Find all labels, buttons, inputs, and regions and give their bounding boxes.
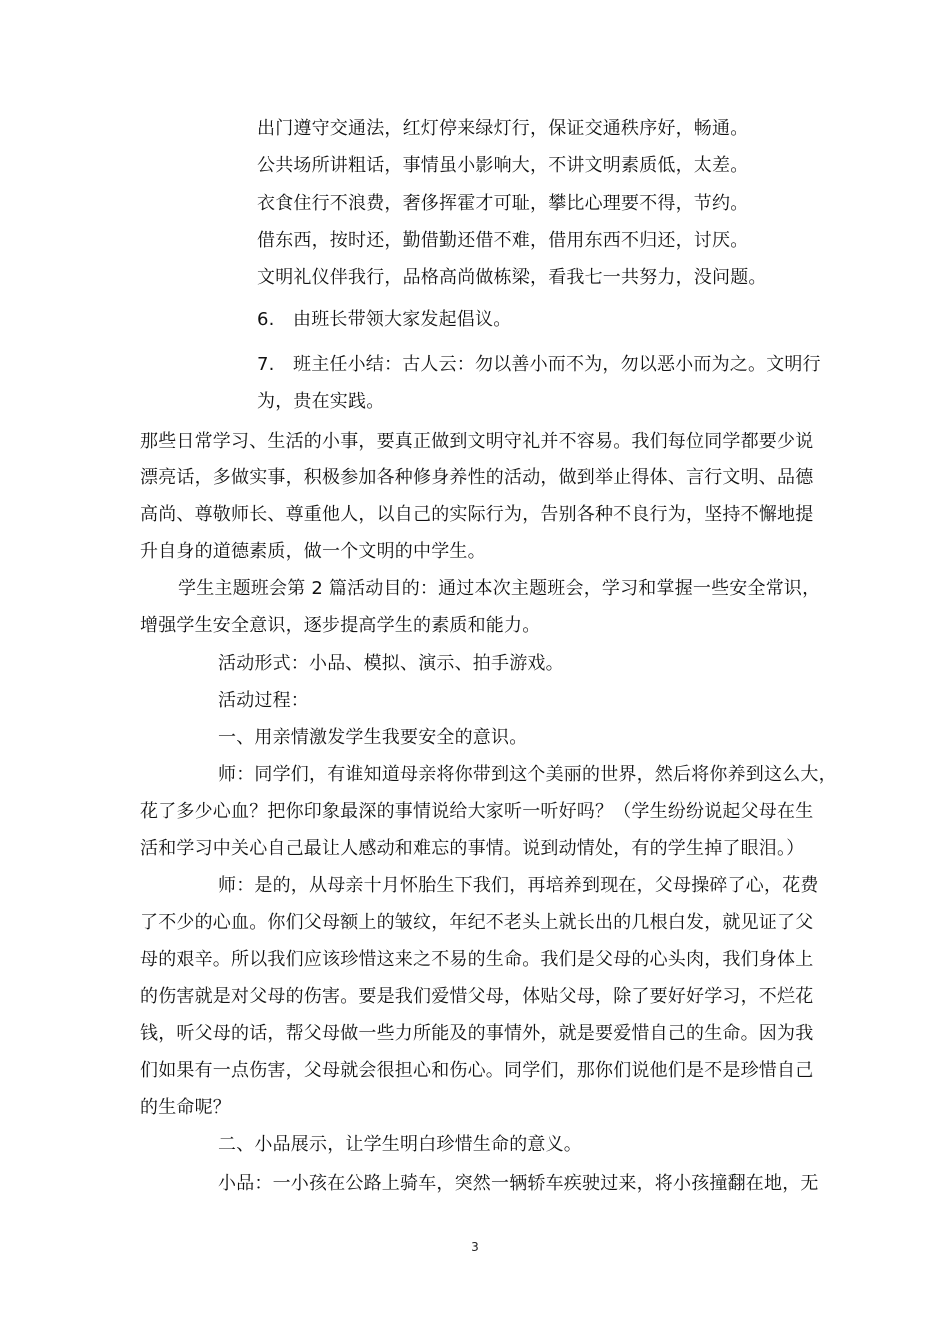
list-number: 6. (257, 309, 275, 330)
activity-process: 活动过程： (218, 690, 309, 711)
paragraph-line: 师：同学们，有谁知道母亲将你带到这个美丽的世界，然后将你养到这么大， (218, 764, 837, 785)
list-text: 班主任小结：古人云：勿以善小而不为，勿以恶小而为之。文明行 (293, 354, 821, 375)
paragraph-line: 钱，听父母的话，帮父母做一些力所能及的事情外，就是要爱惜自己的生命。因为我 (140, 1023, 814, 1044)
poem-line: 出门遵守交通法，红灯停来绿灯行，保证交通秩序好，畅通。 (257, 118, 749, 139)
paragraph-line: 增强学生安全意识，逐步提高学生的素质和能力。 (140, 615, 541, 636)
list-item-6 (257, 308, 511, 332)
section-title: 二、小品展示，让学生明白珍惜生命的意义。 (218, 1134, 582, 1155)
paragraph-line: 漂亮话，多做实事，积极参加各种修身养性的活动，做到举止得体、言行文明、品德 (140, 467, 814, 488)
list-item-7-continuation: 为，贵在实践。 (257, 391, 385, 412)
paragraph-line: 花了多少心血？把你印象最深的事情说给大家听一听好吗？（学生纷纷说起父母在生 (140, 801, 814, 822)
paragraph-line: 母的艰辛。所以我们应该珍惜这来之不易的生命。我们是父母的心头肉，我们身体上 (140, 949, 814, 970)
paragraph-line: 的生命呢？ (140, 1097, 231, 1118)
poem-line: 衣食住行不浪费，奢侈挥霍才可耻，攀比心理要不得，节约。 (257, 193, 749, 214)
paragraph-line: 们如果有一点伤害，父母就会很担心和伤心。同学们，那你们说他们是不是珍惜自己 (140, 1060, 814, 1081)
paragraph-line: 活和学习中关心自己最让人感动和难忘的事情。说到动情处，有的学生掉了眼泪。） (140, 838, 805, 859)
paragraph-line: 学生主题班会第 2 篇活动目的：通过本次主题班会，学习和掌握一些安全常识， (178, 578, 821, 599)
activity-form: 活动形式：小品、模拟、演示、拍手游戏。 (218, 653, 564, 674)
paragraph-line: 高尚、尊敬师长、尊重他人，以自己的实际行为，告别各种不良行为，坚持不懈地提 (140, 504, 814, 525)
paragraph-line: 的伤害就是对父母的伤害。要是我们爱惜父母，体贴父母，除了要好好学习，不烂花 (140, 986, 814, 1007)
list-text: 由班长带领大家发起倡议。 (293, 309, 512, 330)
poem-line: 公共场所讲粗话，事情虽小影响大，不讲文明素质低，太差。 (257, 155, 749, 176)
page-number: 3 (471, 1240, 479, 1254)
paragraph-line: 升自身的道德素质，做一个文明的中学生。 (140, 541, 486, 562)
poem-line: 借东西，按时还，勤借勤还借不难，借用东西不归还，讨厌。 (257, 230, 749, 251)
paragraph-line: 了不少的心血。你们父母额上的皱纹，年纪不老头上就长出的几根白发，就见证了父 (140, 912, 814, 933)
section-title: 一、用亲情激发学生我要安全的意识。 (218, 727, 528, 748)
poem-line: 文明礼仪伴我行，品格高尚做栋梁，看我七一共努力，没问题。 (257, 267, 767, 288)
paragraph-line: 那些日常学习、生活的小事，要真正做到文明守礼并不容易。我们每位同学都要少说 (140, 431, 814, 452)
list-item-7 (257, 353, 821, 377)
paragraph-line: 小品：一小孩在公路上骑车，突然一辆轿车疾驶过来，将小孩撞翻在地，无 (218, 1173, 819, 1194)
list-number: 7. (257, 354, 275, 375)
paragraph-line: 师：是的，从母亲十月怀胎生下我们，再培养到现在，父母操碎了心，花费 (218, 875, 819, 896)
